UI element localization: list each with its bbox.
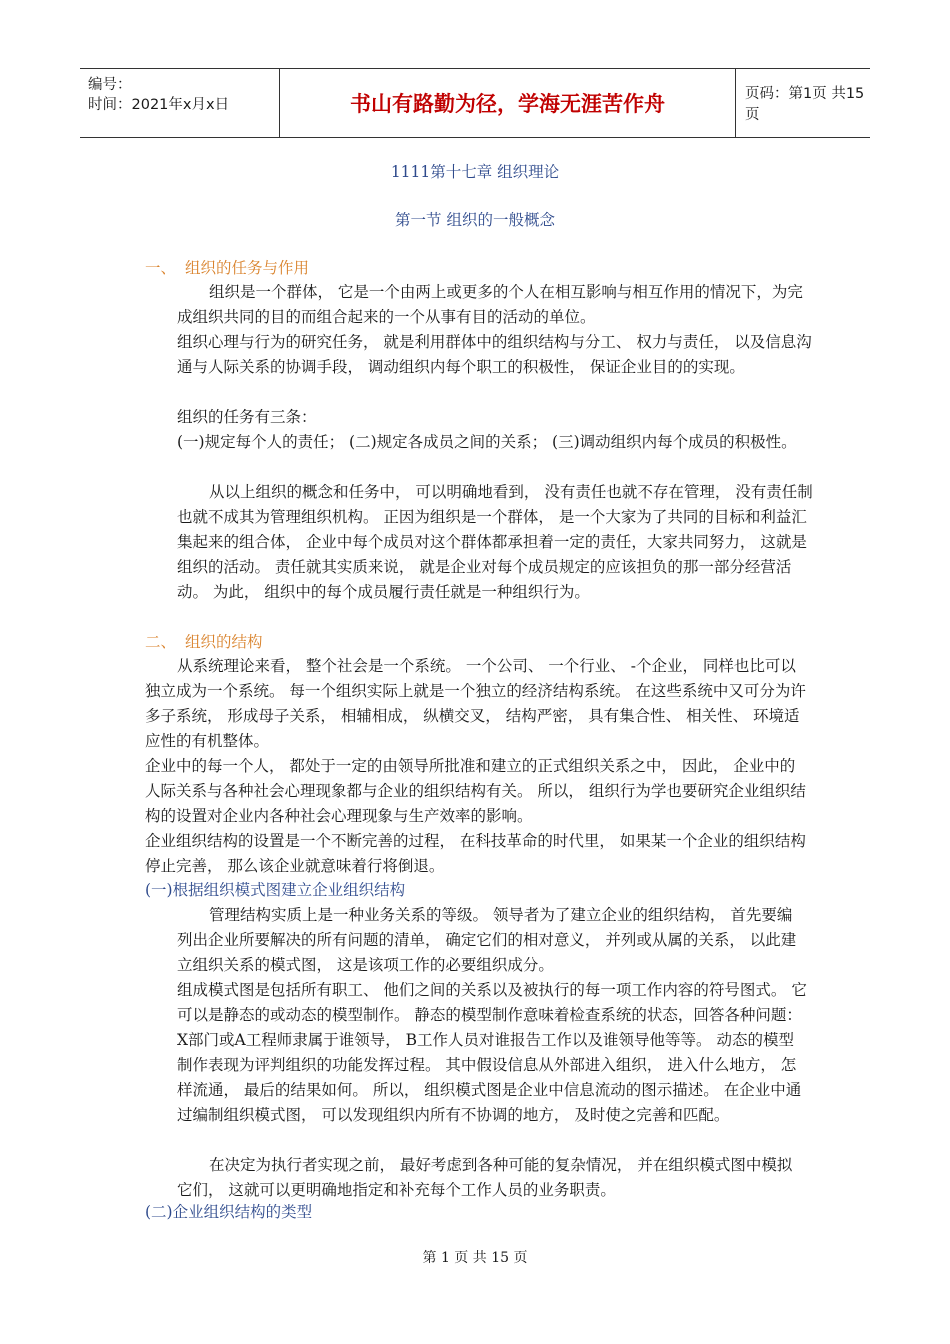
chapter-title: 1111第十七章 组织理论 bbox=[390, 163, 560, 181]
paragraph-6: 从系统理论来看， 整个社会是一个系统。 一个公司、 一个行业、 -个企业， 同样也比可以独立成为一个系统。 每一个组织实际上就是一个独立的经济结构系统。 在这些系统中又可分为许多子系统， 形成母子关系， 相辅相成， 纵横交叉， 结构严密， 具有集合性、 相关性、 环境适应性的有机整体。 bbox=[145, 657, 806, 750]
section-heading-1 bbox=[145, 256, 309, 278]
paragraph-4: (一)规定每个人的责任； (二)规定各成员之间的关系； (三)调动组织内每个成员的积极性。 bbox=[177, 433, 797, 451]
paragraph-10: 组成模式图是包括所有职工、 他们之间的关系以及被执行的每一项工作内容的符号图式。 它可以是静态的或动态的模型制作。 静态的模型制作意味着检查系统的状态，回答各种问题：X部门或A工程师隶属于谁领导， B工作人员对谁报告工作以及谁领导他等等。 动态的模型制作表现为评判组织的功能发挥过程。 其中假设信息从外部进入组织， 进入什么地方， 怎样流通， 最后的结果如何。 所以， 组织模式图是企业中信息流动的图示描述。 在企业中通过编制组织模式图， 可以发现组织内所有不协调的地方， 及时使之完善和匹配。 bbox=[177, 981, 807, 1124]
section-title: 第一节 组织的一般概念 bbox=[395, 211, 555, 229]
subsection-heading-1: (一)根据组织模式图建立企业组织结构 bbox=[145, 881, 406, 899]
paragraph-5: 从以上组织的概念和任务中， 可以明确地看到， 没有责任也就不存在管理， 没有责任制也就不成其为管理组织机构。 正因为组织是一个群体， 是一个大家为了共同的目标和利益汇集起来的组合体， 企业中每个成员对这个群体都承担着一定的责任，大家共同努力， 这就是组织的活动。 责任就其实质来说， 就是企业对每个成员规定的应该担负的那一部分经营活动。 为此， 组织中的每个成员履行责任就是一种组织行为。 bbox=[177, 483, 813, 601]
paragraph-2: 组织心理与行为的研究任务， 就是利用群体中的组织结构与分工、 权力与责任， 以及信息沟通与人际关系的协调手段， 调动组织内每个职工的积极性， 保证企业目的的实现。 bbox=[177, 333, 812, 376]
paragraph-1: 组织是一个群体， 它是一个由两上或更多的个人在相互影响与相互作用的情况下，为完成组织共同的目的而组合起来的一个从事有目的活动的单位。 bbox=[177, 283, 803, 326]
section-number-1: 一、 bbox=[145, 259, 177, 277]
header-motto-cell bbox=[280, 69, 736, 137]
header-page-info: 页码：第1页 共15页 bbox=[745, 86, 865, 123]
subsection-heading-2: (二)企业组织结构的类型 bbox=[145, 1203, 313, 1221]
paragraph-11: 在决定为执行者实现之前， 最好考虑到各种可能的复杂情况， 并在组织模式图中模拟它们， 这就可以更明确地指定和补充每个工作人员的业务职责。 bbox=[177, 1156, 793, 1199]
paragraph-7: 企业中的每一个人， 都处于一定的由领导所批准和建立的正式组织关系之中， 因此， 企业中的人际关系与各种社会心理现象都与企业的组织结构有关。 所以， 组织行为学也要研究企业组织结构的设置对企业内各种社会心理现象与生产效率的影响。 bbox=[145, 757, 806, 825]
paragraph-8: 企业组织结构的设置是一个不断完善的过程， 在科技革命的时代里， 如果某一个企业的组织结构停止完善， 那么该企业就意味着行将倒退。 bbox=[145, 832, 806, 875]
doc-number-label: 编号： bbox=[88, 77, 132, 93]
paragraph-9: 管理结构实质上是一种业务关系的等级。 领导者为了建立企业的组织结构， 首先要编列出企业所要解决的所有问题的清单， 确定它们的相对意义， 并列或从属的关系， 以此建立组织关系的模式图， 这是该项工作的必要组织成分。 bbox=[177, 906, 797, 974]
header-motto: 书山有路勤为径，学海无涯苦作舟 bbox=[350, 92, 665, 116]
page-header bbox=[80, 68, 870, 138]
paragraph-3: 组织的任务有三条： bbox=[177, 408, 317, 426]
section-heading-text-1: 组织的任务与作用 bbox=[185, 259, 310, 277]
section-heading-text-2: 组织的结构 bbox=[185, 633, 263, 651]
doc-time-label: 时间：2021年x月x日 bbox=[88, 97, 230, 113]
section-number-2: 二、 bbox=[145, 633, 177, 651]
page-footer: 第 1 页 共 15 页 bbox=[422, 1250, 528, 1266]
header-meta bbox=[80, 69, 280, 137]
section-heading-2 bbox=[145, 630, 263, 652]
